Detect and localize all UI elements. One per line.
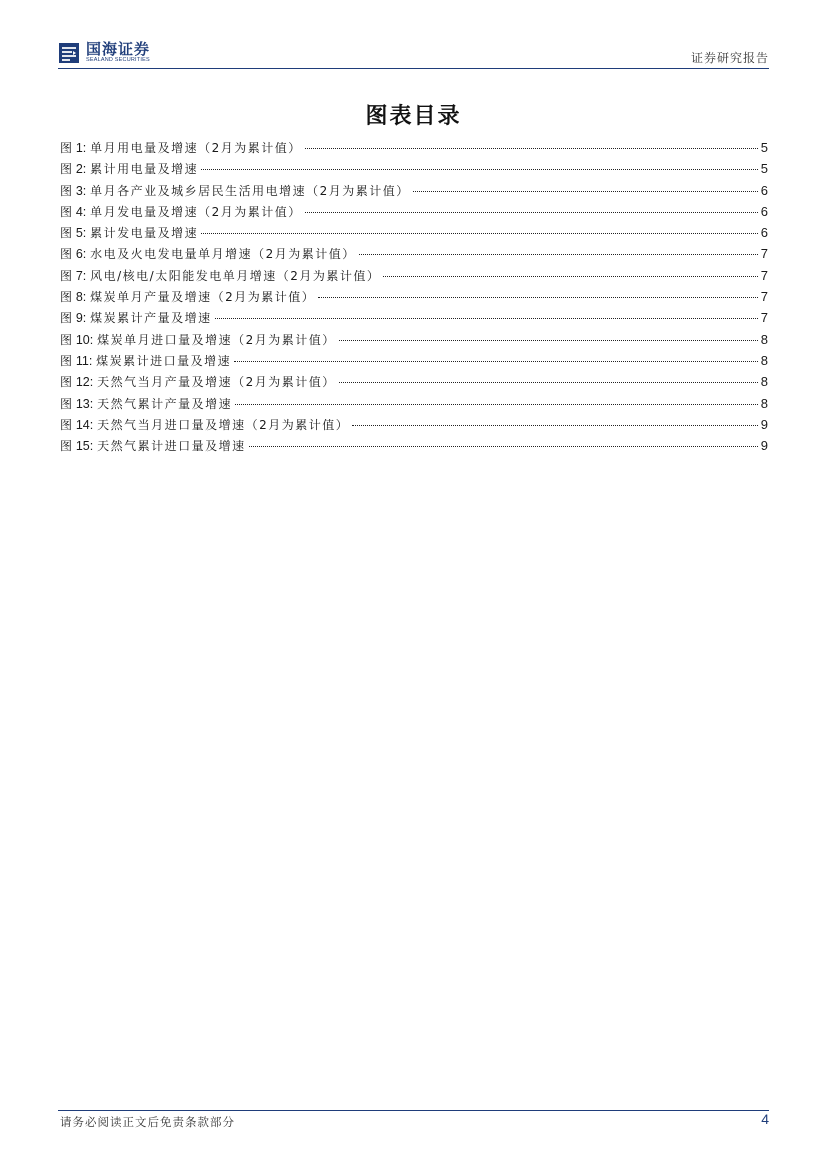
toc-entry[interactable] — [60, 243, 768, 264]
company-logo — [58, 40, 150, 66]
toc-entry[interactable] — [60, 137, 768, 158]
toc-figure-label: 图 10: — [60, 332, 94, 347]
toc-leader-dots — [201, 233, 758, 234]
toc-leader-dots — [249, 446, 758, 447]
toc-entry-title: 天然气累计产量及增速 — [97, 396, 233, 411]
toc-figure-label: 图 9: — [60, 311, 87, 326]
toc-entry-title: 煤炭累计产量及增速 — [90, 311, 212, 326]
toc-leader-dots — [413, 191, 758, 192]
toc-entry-title: 天然气当月产量及增速（2月为累计值） — [97, 375, 336, 390]
toc-page-number: 7 — [760, 267, 768, 283]
toc-page-number: 8 — [760, 374, 768, 390]
toc-entry[interactable] — [60, 435, 768, 456]
toc-figure-label: 图 13: — [60, 396, 94, 411]
toc-figure-number: 9: — [75, 311, 87, 326]
toc-entry[interactable] — [60, 265, 768, 286]
toc-figure-label: 图 5: — [60, 226, 87, 241]
toc-page-number: 6 — [760, 203, 768, 219]
toc-figure-label: 图 14: — [60, 417, 94, 432]
page-header — [58, 40, 769, 66]
toc-page-number: 6 — [760, 225, 768, 241]
toc-figure-number: 2: — [75, 162, 87, 177]
toc-page-number: 7 — [760, 289, 768, 305]
toc-entry-title: 风电/核电/太阳能发电单月增速（2月为累计值） — [90, 268, 381, 283]
toc-entry-title: 煤炭单月产量及增速（2月为累计值） — [90, 290, 316, 305]
toc-figure-number: 1: — [75, 141, 87, 155]
toc-figure-number: 11: — [75, 353, 93, 368]
toc-leader-dots — [234, 361, 758, 362]
toc-page-number: 8 — [760, 352, 768, 368]
toc-leader-dots — [318, 297, 758, 298]
toc-entry[interactable] — [60, 307, 768, 328]
toc-entry[interactable] — [60, 158, 768, 179]
toc-entry-title: 天然气当月进口量及增速（2月为累计值） — [97, 417, 350, 432]
toc-figure-label: 图 11: — [60, 353, 93, 368]
toc-figure-number: 10: — [75, 332, 94, 347]
toc-figure-label: 图 4: — [60, 204, 87, 219]
toc-leader-dots — [359, 254, 758, 255]
toc-entry-title: 煤炭单月进口量及增速（2月为累计值） — [97, 332, 336, 347]
toc-figure-number: 14: — [75, 417, 94, 432]
header-divider — [58, 68, 769, 69]
toc-page-number: 7 — [760, 310, 768, 326]
toc-page-number: 8 — [760, 395, 768, 411]
toc-page-number: 6 — [760, 182, 768, 198]
toc-page-number: 9 — [760, 416, 768, 432]
footer-divider — [58, 1110, 769, 1111]
toc-entry-title: 累计用电量及增速 — [90, 162, 199, 177]
toc-leader-dots — [201, 169, 758, 170]
toc-entry[interactable] — [60, 286, 768, 307]
toc-figure-label: 图 8: — [60, 290, 87, 305]
logo-chinese-name: 国海证券 — [86, 40, 151, 58]
toc-entry[interactable] — [60, 201, 768, 222]
toc-leader-dots — [235, 404, 758, 405]
toc-entry[interactable] — [60, 222, 768, 243]
toc-page-number: 7 — [760, 246, 768, 262]
toc-entry[interactable] — [60, 393, 768, 414]
toc-entry-title: 单月用电量及增速（2月为累计值） — [90, 141, 302, 155]
toc-figure-label: 图 12: — [60, 375, 94, 390]
toc-leader-dots — [305, 212, 758, 213]
toc-figure-number: 7: — [75, 268, 87, 283]
toc-entry[interactable] — [60, 414, 768, 435]
toc-figure-label: 图 3: — [60, 183, 87, 198]
toc-leader-dots — [305, 148, 758, 149]
toc-entry[interactable] — [60, 180, 768, 201]
toc-figure-number: 4: — [75, 204, 87, 219]
toc-page-number: 9 — [760, 438, 768, 454]
toc-entry[interactable] — [60, 350, 768, 371]
toc-leader-dots — [339, 340, 758, 341]
toc-leader-dots — [383, 276, 757, 277]
page-title: 图表目录 — [365, 104, 462, 129]
toc-figure-label: 图 7: — [60, 268, 87, 283]
toc-entry[interactable] — [60, 329, 768, 350]
toc-page-number: 5 — [760, 161, 768, 177]
toc-entry-title: 单月各产业及城乡居民生活用电增速（2月为累计值） — [90, 183, 410, 198]
toc-figure-number: 6: — [75, 247, 87, 262]
toc-figure-label: 图 2: — [60, 162, 87, 177]
page-number: 4 — [761, 1111, 769, 1127]
sealand-logo-icon — [58, 42, 80, 64]
logo-english-name: SEALAND SECURITIES — [86, 57, 150, 63]
toc-figure-number: 15: — [75, 439, 94, 454]
toc-figure-number: 3: — [75, 183, 87, 198]
toc-figure-number: 5: — [75, 226, 87, 241]
report-type-label: 证券研究报告 — [690, 51, 769, 65]
toc-leader-dots — [215, 318, 758, 319]
toc-figure-number: 13: — [75, 396, 94, 411]
footer-disclaimer: 请务必阅读正文后免责条款部分 — [60, 1115, 235, 1129]
toc-entry-title: 天然气累计进口量及增速 — [97, 439, 246, 454]
toc-figure-label: 图 15: — [60, 439, 94, 454]
toc-page-number: 8 — [760, 331, 768, 347]
toc-entry-title: 水电及火电发电量单月增速（2月为累计值） — [90, 247, 356, 262]
toc-figure-label: 图 6: — [60, 247, 87, 262]
toc-leader-dots — [352, 425, 758, 426]
toc-entry[interactable] — [60, 371, 768, 392]
toc-leader-dots — [339, 382, 758, 383]
toc-entry-title: 煤炭累计进口量及增速 — [96, 353, 232, 368]
toc-figure-number: 8: — [75, 290, 87, 305]
toc-page-number: 5 — [760, 140, 768, 155]
toc-figure-label: 图 1: — [60, 141, 87, 155]
toc-figure-number: 12: — [75, 375, 94, 390]
toc-entry-title: 单月发电量及增速（2月为累计值） — [90, 204, 302, 219]
toc-entry-title: 累计发电量及增速 — [90, 226, 199, 241]
table-of-figures — [60, 137, 768, 456]
